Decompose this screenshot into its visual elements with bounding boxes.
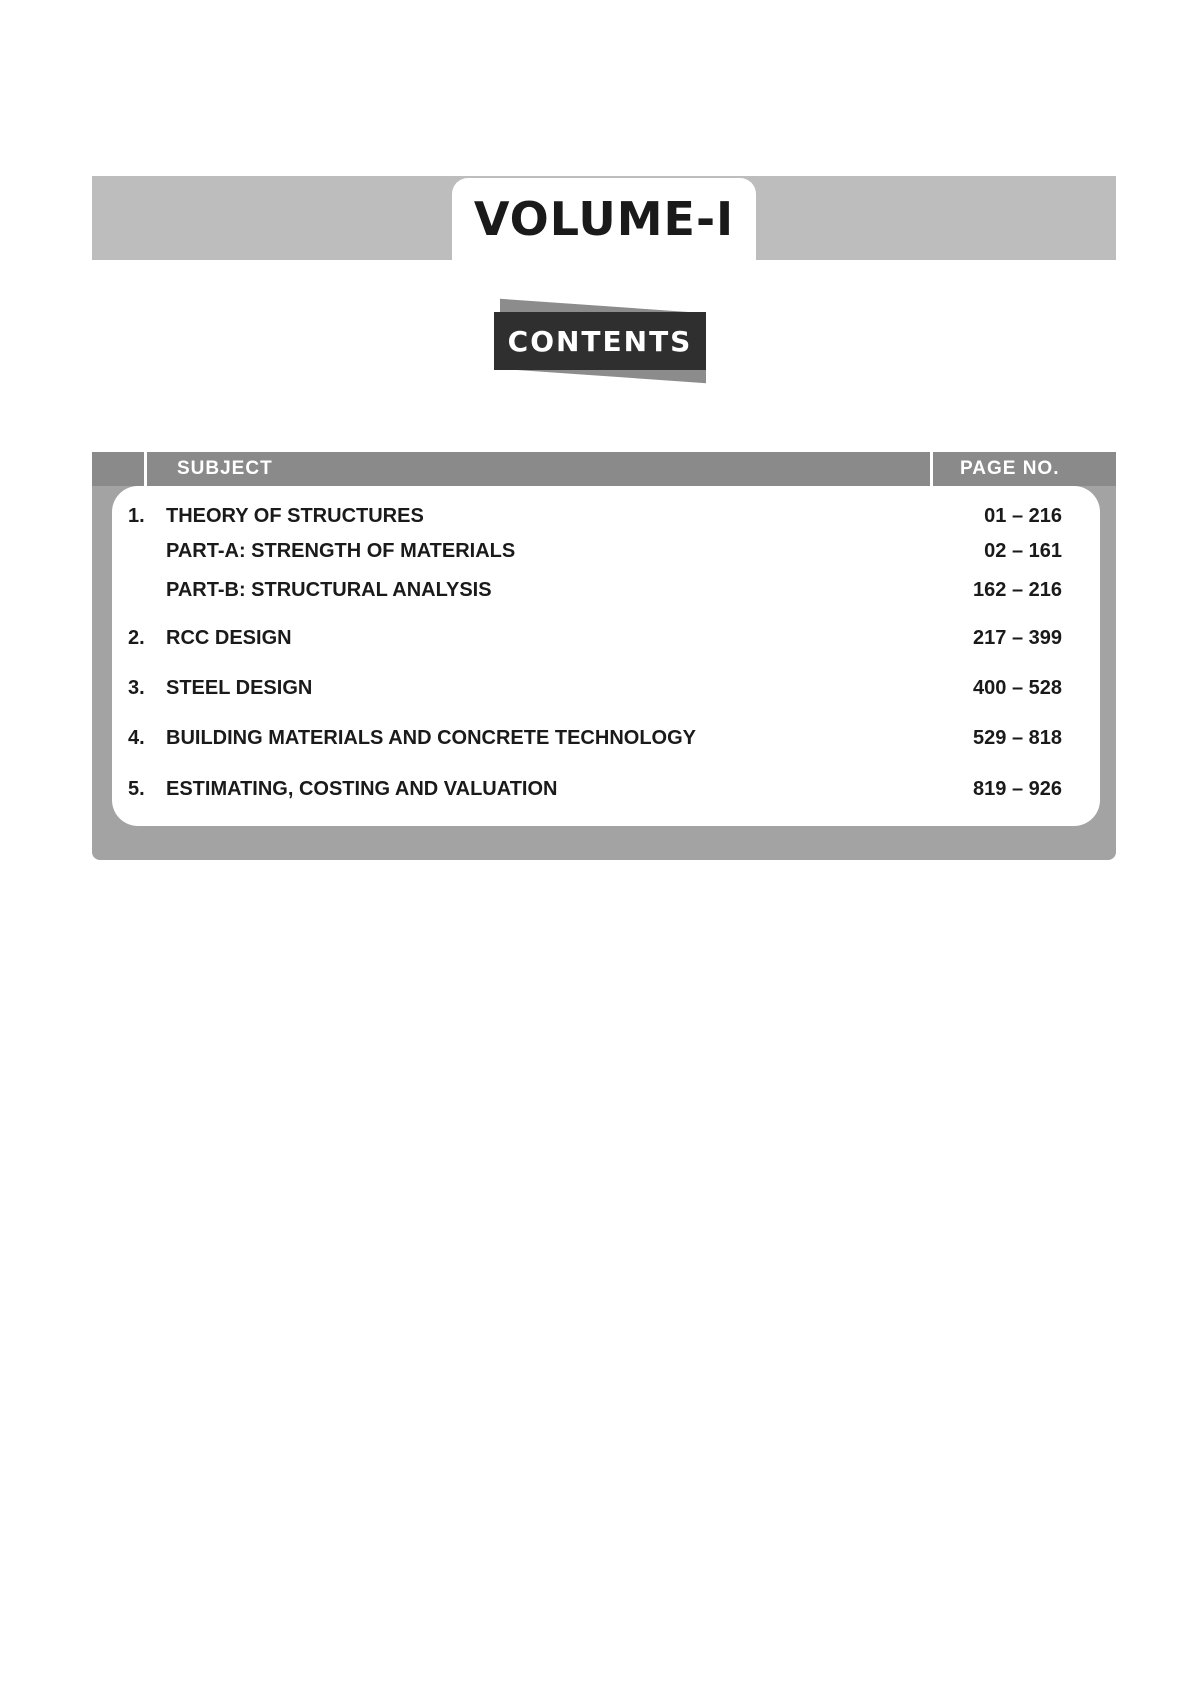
table-row	[112, 623, 1100, 653]
row-pages: 819 – 926	[973, 778, 1062, 800]
row-number: 2.	[128, 627, 145, 649]
contents-heading: CONTENTS	[507, 324, 693, 358]
row-subject: THEORY OF STRUCTURES	[166, 505, 424, 527]
volume-tab	[452, 178, 756, 260]
contents-badge	[494, 302, 710, 380]
table-row	[112, 536, 1100, 566]
table-row	[112, 501, 1100, 531]
row-subject: STEEL DESIGN	[166, 677, 313, 699]
table-row	[112, 575, 1100, 605]
table-row	[112, 774, 1100, 804]
row-pages: 162 – 216	[973, 579, 1062, 601]
volume-title: VOLUME-I	[473, 192, 735, 246]
row-pages: 529 – 818	[973, 727, 1062, 749]
header-page-no: PAGE NO.	[960, 458, 1060, 479]
row-number: 4.	[128, 727, 145, 749]
header-divider-right	[930, 452, 933, 486]
contents-badge-box	[494, 312, 706, 370]
row-subject: PART-B: STRUCTURAL ANALYSIS	[166, 579, 492, 601]
table-header	[92, 452, 1116, 486]
row-pages: 01 – 216	[984, 505, 1062, 527]
row-pages: 400 – 528	[973, 677, 1062, 699]
row-number: 1.	[128, 505, 145, 527]
row-subject: BUILDING MATERIALS AND CONCRETE TECHNOLOGY	[166, 727, 696, 749]
row-number: 5.	[128, 778, 145, 800]
table-row	[112, 723, 1100, 753]
row-pages: 02 – 161	[984, 540, 1062, 562]
contents-table	[92, 452, 1116, 860]
row-subject: PART-A: STRENGTH OF MATERIALS	[166, 540, 516, 562]
row-number: 3.	[128, 677, 145, 699]
row-subject: ESTIMATING, COSTING AND VALUATION	[166, 778, 558, 800]
table-row	[112, 673, 1100, 703]
row-pages: 217 – 399	[973, 627, 1062, 649]
row-subject: RCC DESIGN	[166, 627, 292, 649]
header-divider-left	[144, 452, 147, 486]
header-subject: SUBJECT	[177, 458, 273, 479]
table-body	[112, 486, 1100, 826]
